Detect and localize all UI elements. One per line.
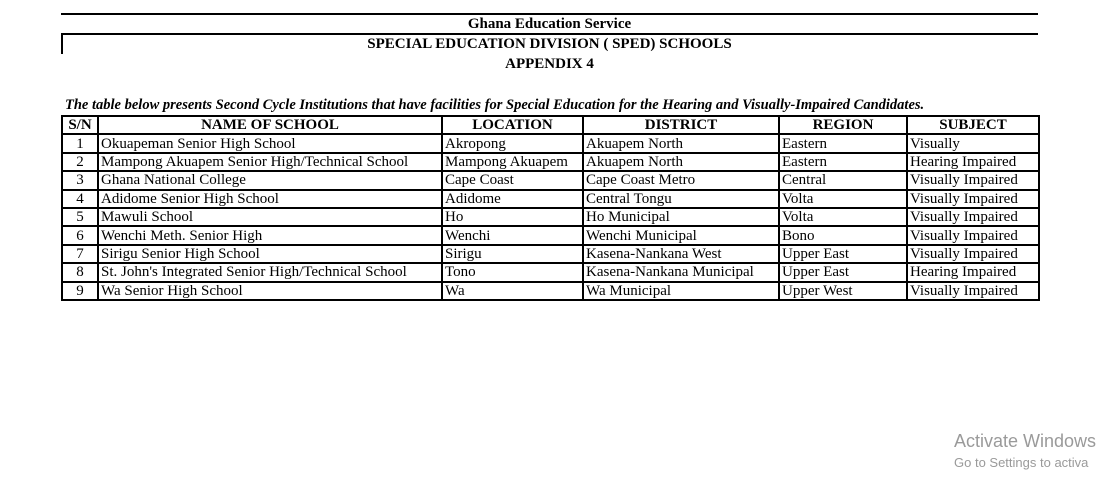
header-title-division: SPECIAL EDUCATION DIVISION ( SPED) SCHOOLS	[367, 36, 732, 52]
table-row	[62, 282, 1039, 300]
header-title-organization: Ghana Education Service	[467, 16, 632, 32]
cell-sn: 3	[62, 171, 98, 189]
column-header-region: REGION	[779, 116, 907, 134]
watermark-title: Activate Windows	[954, 431, 1097, 451]
cell-school-name: Wenchi Meth. Senior High	[98, 226, 442, 244]
document-header	[61, 13, 1038, 72]
header-title-appendix: APPENDIX 4	[505, 56, 594, 72]
watermark-subtitle: Go to Settings to activa	[954, 455, 1089, 470]
cell-region: Eastern	[779, 153, 907, 171]
cell-sn: 1	[62, 134, 98, 152]
cell-school-name: Mampong Akuapem Senior High/Technical School	[98, 153, 442, 171]
table-row	[62, 226, 1039, 244]
cell-sn: 2	[62, 153, 98, 171]
cell-sn: 5	[62, 208, 98, 226]
cell-location: Cape Coast	[442, 171, 583, 189]
cell-district: Kasena-Nankana Municipal	[583, 263, 779, 281]
column-header-name: NAME OF SCHOOL	[98, 116, 442, 134]
cell-subject: Visually Impaired	[907, 245, 1039, 263]
column-header-location: LOCATION	[442, 116, 583, 134]
cell-district: Cape Coast Metro	[583, 171, 779, 189]
table-row	[62, 208, 1039, 226]
table-row	[62, 134, 1039, 152]
cell-district: Kasena-Nankana West	[583, 245, 779, 263]
cell-sn: 7	[62, 245, 98, 263]
cell-school-name: Sirigu Senior High School	[98, 245, 442, 263]
table-row	[62, 190, 1039, 208]
cell-subject: Visually Impaired	[907, 171, 1039, 189]
cell-region: Eastern	[779, 134, 907, 152]
cell-district: Akuapem North	[583, 153, 779, 171]
cell-school-name: Mawuli School	[98, 208, 442, 226]
cell-region: Volta	[779, 208, 907, 226]
cell-subject: Hearing Impaired	[907, 263, 1039, 281]
cell-location: Wenchi	[442, 226, 583, 244]
cell-region: Upper West	[779, 282, 907, 300]
cell-sn: 9	[62, 282, 98, 300]
cell-region: Volta	[779, 190, 907, 208]
cell-school-name: Okuapeman Senior High School	[98, 134, 442, 152]
cell-subject: Visually Impaired	[907, 190, 1039, 208]
cell-region: Bono	[779, 226, 907, 244]
cell-school-name: Ghana National College	[98, 171, 442, 189]
cell-district: Akuapem North	[583, 134, 779, 152]
cell-region: Upper East	[779, 263, 907, 281]
cell-school-name: Adidome Senior High School	[98, 190, 442, 208]
table-caption: The table below presents Second Cycle Institutions that have facilities for Special Education for the Hearing and Visually-Impaired Candidates.	[65, 97, 925, 113]
cell-subject: Visually Impaired	[907, 282, 1039, 300]
table-row	[62, 171, 1039, 189]
cell-location: Adidome	[442, 190, 583, 208]
cell-district: Ho Municipal	[583, 208, 779, 226]
cell-location: Sirigu	[442, 245, 583, 263]
cell-location: Wa	[442, 282, 583, 300]
cell-sn: 4	[62, 190, 98, 208]
column-header-district: DISTRICT	[583, 116, 779, 134]
cell-school-name: St. John's Integrated Senior High/Technical School	[98, 263, 442, 281]
table-row	[62, 245, 1039, 263]
cell-location: Akropong	[442, 134, 583, 152]
cell-district: Wa Municipal	[583, 282, 779, 300]
table-row	[62, 153, 1039, 171]
cell-district: Wenchi Municipal	[583, 226, 779, 244]
cell-location: Mampong Akuapem	[442, 153, 583, 171]
cell-subject: Hearing Impaired	[907, 153, 1039, 171]
column-header-subject: SUBJECT	[907, 116, 1039, 134]
cell-district: Central Tongu	[583, 190, 779, 208]
cell-sn: 8	[62, 263, 98, 281]
cell-region: Central	[779, 171, 907, 189]
schools-table	[61, 115, 1040, 301]
cell-subject: Visually	[907, 134, 1039, 152]
cell-subject: Visually Impaired	[907, 226, 1039, 244]
table-header-row	[62, 116, 1039, 134]
cell-region: Upper East	[779, 245, 907, 263]
cell-location: Ho	[442, 208, 583, 226]
cell-location: Tono	[442, 263, 583, 281]
table-row	[62, 263, 1039, 281]
cell-sn: 6	[62, 226, 98, 244]
cell-subject: Visually Impaired	[907, 208, 1039, 226]
cell-school-name: Wa Senior High School	[98, 282, 442, 300]
column-header-sn: S/N	[62, 116, 98, 134]
activate-windows-watermark	[954, 430, 1096, 472]
